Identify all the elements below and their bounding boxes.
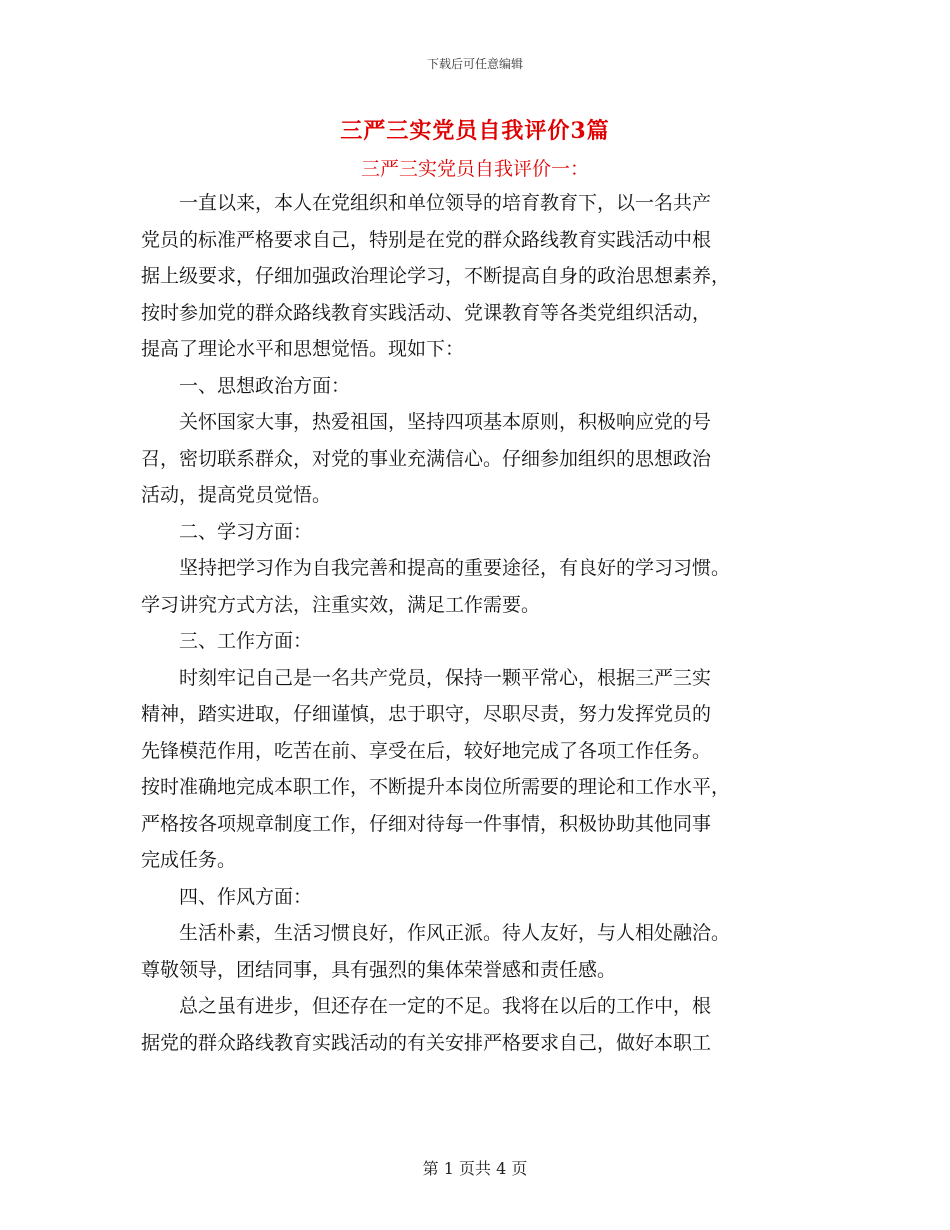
- text-line: 生活朴素，生活习惯良好，作风正派。待人友好，与人相处融洽。: [141, 922, 731, 944]
- text-line: 学习讲究方式方法，注重实效，满足工作需要。: [141, 593, 541, 616]
- text-line: 完成任务。: [141, 849, 237, 871]
- text-line: 总之虽有进步，但还存在一定的不足。我将在以后的工作中，根: [141, 995, 712, 1017]
- document-body: [141, 185, 811, 1061]
- text-line: 时刻牢记自己是一名共产党员，保持一颗平常心，根据三严三实: [141, 666, 712, 689]
- text-line: 坚持把学习作为自我完善和提高的重要途径，有良好的学习习惯。: [141, 557, 731, 579]
- text-line: 提高了理论水平和思想觉悟。现如下：: [141, 338, 465, 360]
- text-line: 一直以来，本人在党组织和单位领导的培育教育下，以一名共产: [141, 192, 712, 214]
- text-line: 党员的标准严格要求自己，特别是在党的群众路线教育实践活动中根: [141, 228, 712, 251]
- text-line: 尊敬领导，团结同事，具有强烈的集体荣誉感和责任感。: [141, 958, 617, 981]
- text-line: 按时参加党的群众路线教育实践活动、党课教育等各类党组织活动，: [141, 301, 712, 324]
- text-line: 据党的群众路线教育实践活动的有关安排严格要求自己，做好本职工: [141, 1031, 712, 1054]
- text-line: 召，密切联系群众，对党的事业充满信心。仔细参加组织的思想政治: [141, 447, 712, 470]
- text-line: 精神，踏实进取，仔细谨慎，忠于职守，尽职尽责，努力发挥党员的: [141, 703, 712, 725]
- document-title: 三严三实党员自我评价3篇: [340, 118, 610, 144]
- text-line: 严格按各项规章制度工作，仔细对待每一件事情，积极协助其他同事: [141, 812, 712, 835]
- text-line: 按时准确地完成本职工作，不断提升本岗位所需要的理论和工作水平，: [141, 776, 731, 798]
- section-heading: 四、作风方面：: [141, 885, 313, 908]
- text-line: 先锋模范作用，吃苦在前、享受在后，较好地完成了各项工作任务。: [141, 739, 712, 762]
- section-subtitle: 三严三实党员自我评价一：: [360, 158, 589, 180]
- text-line: 活动，提高党员觉悟。: [141, 484, 332, 506]
- header-note: 下载后可任意编辑: [426, 57, 523, 71]
- section-heading: 一、思想政治方面：: [141, 374, 351, 397]
- page-footer: 第 1 页共 4 页: [422, 1159, 528, 1178]
- text-line: 据上级要求，仔细加强政治理论学习，不断提高自身的政治思想素养，: [141, 265, 731, 287]
- text-line: 关怀国家大事，热爱祖国，坚持四项基本原则，积极响应党的号: [141, 411, 712, 433]
- section-heading: 二、学习方面：: [141, 520, 313, 543]
- section-heading: 三、工作方面：: [141, 630, 313, 652]
